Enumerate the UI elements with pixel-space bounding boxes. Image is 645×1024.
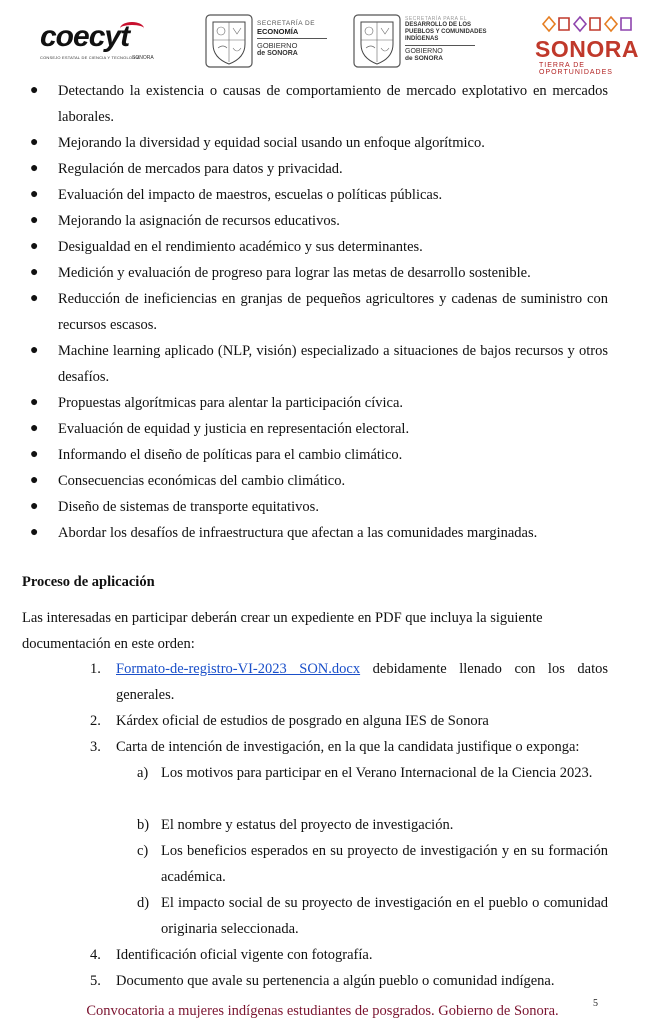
desarrollo-line6: de SONORA	[405, 55, 443, 62]
bullet-text: Medición y evaluación de progreso para lograr las metas de desarrollo sostenible.	[58, 265, 531, 281]
coecyt-subtitle: CONSEJO ESTATAL DE CIENCIA Y TECNOLOGÍA	[40, 55, 140, 60]
economia-line3: GOBIERNO	[257, 41, 298, 50]
subitem-text: Los beneficios esperados en su proyecto de investigación y en su formación académica.	[161, 843, 608, 885]
item-number: 4.	[90, 947, 101, 963]
list-item-text: Documento que avale su pertenencia a algún pueblo o comunidad indígena.	[116, 973, 555, 989]
list-item-text: Carta de intención de investigación, en la que la candidata justifique o exponga:	[116, 739, 580, 755]
item-number: 1.	[90, 661, 101, 677]
list-item-text: Identificación oficial vigente con fotografía.	[116, 947, 373, 963]
bullet-marker: ●	[30, 265, 39, 280]
economia-line4: de SONORA	[257, 50, 298, 57]
registration-form-link[interactable]: Formato-de-registro-VI-2023 SON.docx	[116, 661, 361, 677]
economia-line1: SECRETARÍA DE	[257, 20, 316, 27]
bullet-marker: ●	[30, 213, 39, 228]
section-heading: Proceso de aplicación	[22, 574, 155, 590]
bullet-text: Consecuencias económicas del cambio climático.	[58, 473, 346, 489]
coecyt-wordmark: coecyt	[40, 20, 130, 53]
bullet-text: Evaluación del impacto de maestros, escuelas o políticas públicas.	[58, 187, 443, 203]
bullet-text: Abordar los desafíos de infraestructura que afectan a las comunidades marginadas.	[58, 525, 538, 541]
list-item	[116, 656, 608, 708]
bullet-marker: ●	[30, 421, 39, 436]
bullet-marker: ●	[30, 83, 39, 98]
desarrollo-line1: SECRETARÍA PARA EL	[405, 16, 468, 22]
bullet-marker: ●	[30, 395, 39, 410]
bullet-text: Diseño de sistemas de transporte equitativos.	[58, 499, 319, 515]
bullet-text: Regulación de mercados para datos y privacidad.	[58, 161, 343, 177]
list-item-text: Kárdex oficial de estudios de posgrado en alguna IES de Sonora	[116, 713, 489, 729]
item-number: 5.	[90, 973, 101, 989]
desarrollo-line3: PUEBLOS Y COMUNIDADES	[405, 29, 487, 35]
sonora-wordmark: SONORA	[535, 36, 639, 62]
subitem-letter: b)	[137, 817, 150, 833]
bullet-text: Mejorando la asignación de recursos educativos.	[58, 213, 340, 229]
bullet-marker: ●	[30, 135, 39, 150]
bullet-text: Machine learning aplicado (NLP, visión) especializado a situaciones de bajos recursos y otros desafíos.	[58, 343, 608, 385]
intro-paragraph: Las interesadas en participar deberán crear un expediente en PDF que incluya la siguiente documentación en este orden:	[22, 610, 543, 652]
page-number: 5	[593, 998, 598, 1009]
bullet-marker: ●	[30, 525, 39, 540]
coecyt-state: SONORA	[132, 55, 154, 61]
bullet-text: Evaluación de equidad y justicia en representación electoral.	[58, 421, 410, 437]
subitem-letter: a)	[137, 765, 149, 781]
economia-line2: ECONOMÍA	[257, 27, 299, 36]
bullet-text: Mejorando la diversidad y equidad social usando un enfoque algorítmico.	[58, 135, 485, 151]
page-footer: Convocatoria a mujeres indígenas estudiantes de posgrados. Gobierno de Sonora.	[86, 1003, 559, 1019]
list-item-text: debidamente llenado con los datos generales.	[116, 661, 608, 703]
subitem-letter: c)	[137, 843, 149, 859]
subitem-text: El impacto social de su proyecto de investigación en el pueblo o comunidad originaria seleccionada.	[161, 895, 608, 937]
subitem-text: Los motivos para participar en el Verano Internacional de la Ciencia 2023.	[161, 765, 593, 781]
subitem-text: El nombre y estatus del proyecto de investigación.	[161, 817, 454, 833]
bullet-marker: ●	[30, 239, 39, 254]
bullet-text: Propuestas algorítmicas para alentar la participación cívica.	[58, 395, 404, 411]
item-number: 3.	[90, 739, 101, 755]
desarrollo-line2: DESARROLLO DE LOS	[405, 22, 472, 28]
bullet-marker: ●	[30, 343, 39, 358]
bullet-text: Informando el diseño de políticas para el cambio climático.	[58, 447, 403, 463]
bullet-marker: ●	[30, 187, 39, 202]
sonora-tagline: TIERRA DE OPORTUNIDADES	[539, 62, 613, 76]
bullet-text: Desigualdad en el rendimiento académico y sus determinantes.	[58, 239, 423, 255]
item-number: 2.	[90, 713, 101, 729]
bullet-marker: ●	[30, 291, 39, 306]
bullet-text: Detectando la existencia o causas de comportamiento de mercado explotativo en mercados laborales.	[58, 83, 608, 125]
bullet-marker: ●	[30, 161, 39, 176]
bullet-marker: ●	[30, 499, 39, 514]
bullet-marker: ●	[30, 447, 39, 462]
bullet-marker: ●	[30, 473, 39, 488]
subitem-letter: d)	[137, 895, 150, 911]
bullet-text: Reducción de ineficiencias en granjas de pequeños agricultores y cadenas de suministro con recursos escasos.	[58, 291, 608, 333]
desarrollo-line4: INDÍGENAS	[405, 36, 439, 42]
desarrollo-line5: GOBIERNO	[405, 48, 443, 55]
